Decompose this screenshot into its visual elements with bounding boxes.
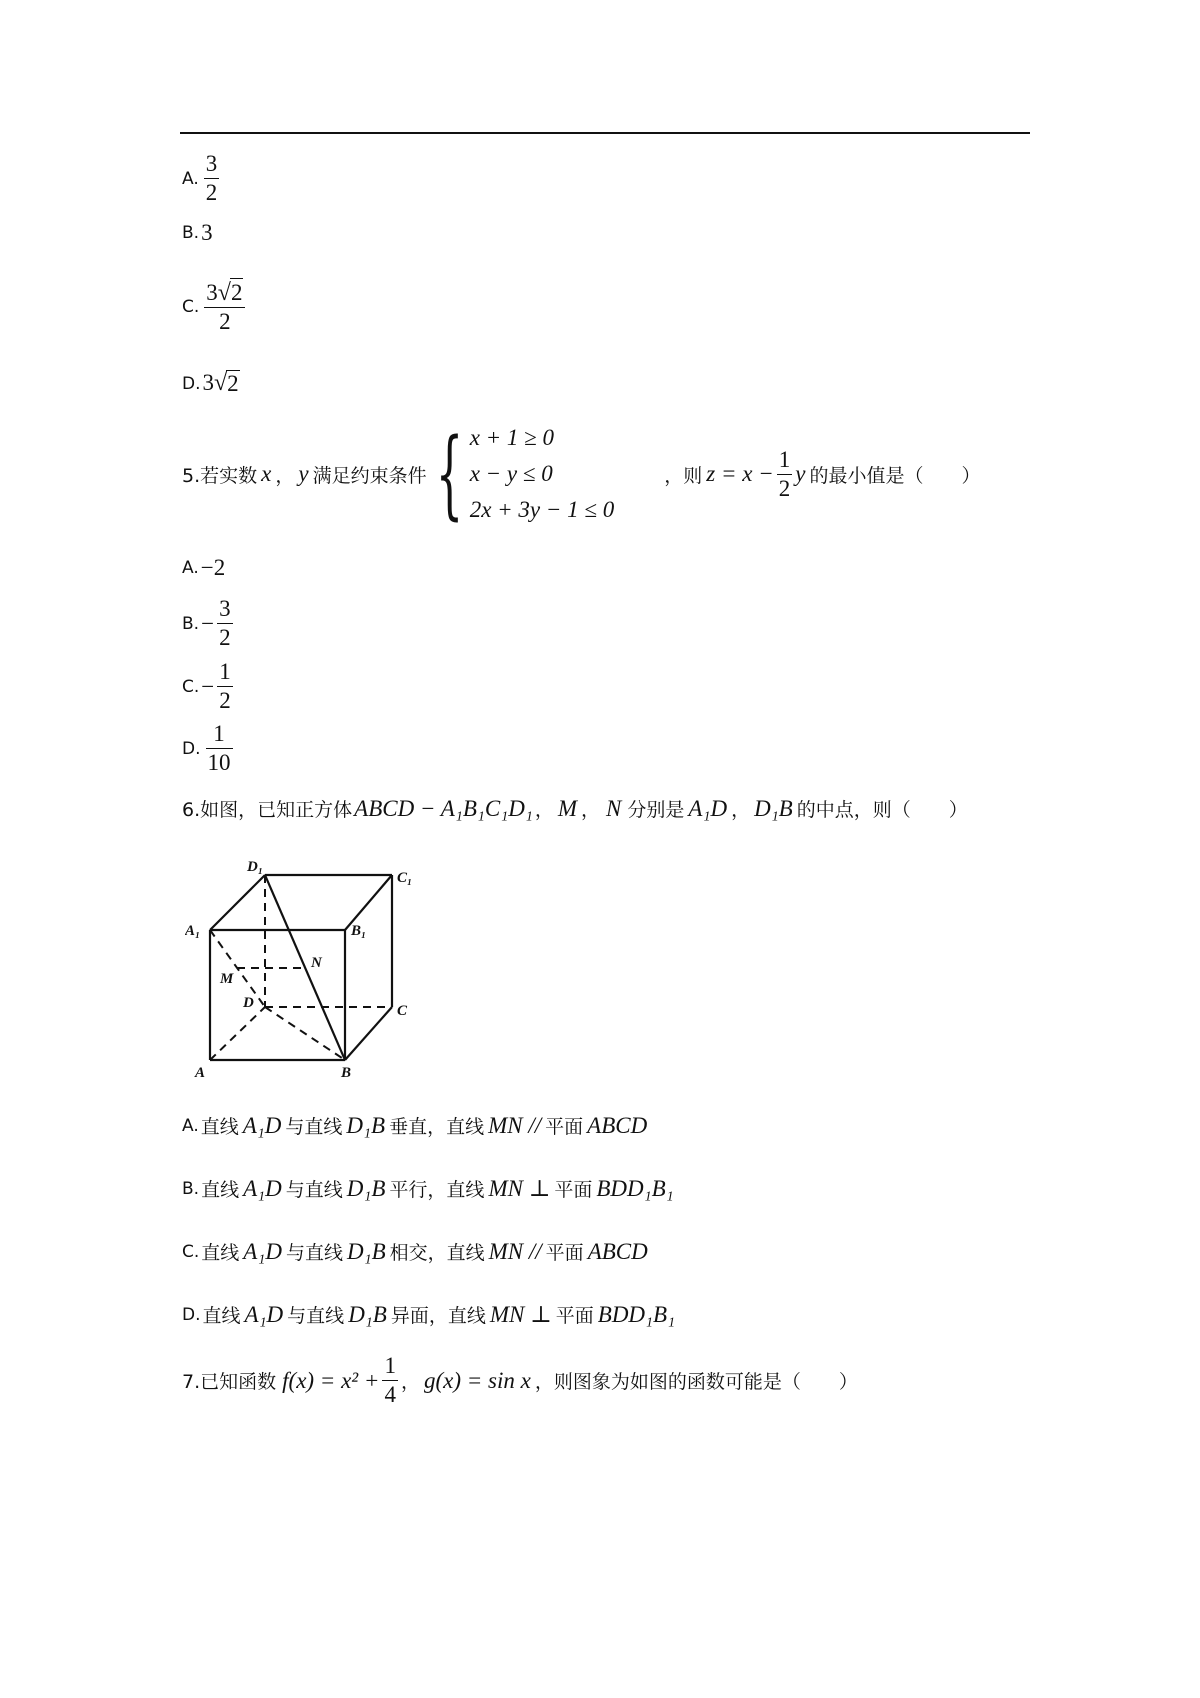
label-c: C: [397, 1003, 408, 1019]
edge-ad: [210, 1007, 265, 1060]
label-a: A: [195, 1065, 206, 1080]
fraction: $\frac{3}{2}$: [205, 151, 218, 205]
label-n: N: [311, 955, 322, 971]
edge-b1c1: [345, 875, 392, 930]
edge-bc: [345, 1007, 392, 1060]
label-b1: B₁: [351, 923, 367, 939]
q4-option-c[interactable]: C. 3 √ 2 2: [182, 278, 248, 336]
label-d: D: [243, 995, 254, 1011]
diagonal-d1b: [265, 875, 345, 1060]
question-5: 5.若实数 x ， y 满足约束条件 { x + 1 ≥ 0 x − y ≤ 0 2x + 3y − 1 ≤ 0 ，则 z = x − $\frac{1}{2}$ y 的最小值是（ ）: [182, 418, 981, 530]
fraction: 3 √ 2 2: [204, 278, 245, 336]
q4-option-a[interactable]: A. $\frac{3}{2}$: [182, 151, 218, 205]
cube-figure: [185, 855, 425, 1080]
q5-option-c[interactable]: C. − $\frac{1}{2}$: [182, 659, 231, 713]
constraint-system: { x + 1 ≥ 0 x − y ≤ 0 2x + 3y − 1 ≤ 0: [435, 418, 615, 530]
q6-option-d[interactable]: D. 直线 A₁D 与直线 D₁B 异面，直线 MN ⊥ 平面 BDD₁B₁: [182, 1301, 676, 1327]
q4-option-d[interactable]: D. 3 √ 2: [182, 370, 239, 396]
fraction: $\frac{1}{2}$: [219, 659, 231, 713]
edge-a1d1: [210, 875, 265, 930]
label-c1: C₁: [397, 870, 413, 886]
q4-option-b[interactable]: B. 3: [182, 220, 213, 245]
q5-option-a[interactable]: A. −2: [182, 555, 226, 580]
question-7: 7.已知函数 f(x) = x² + $\frac{1}{4}$ ， g(x) = sin x ，则图象为如图的函数可能是（ ）: [182, 1353, 858, 1407]
fraction: $\frac{1}{10}$: [207, 721, 231, 775]
fraction: $\frac{1}{2}$: [778, 446, 791, 501]
q6-option-a[interactable]: A. 直线 A₁D 与直线 D₁B 垂直，直线 MN // 平面 ABCD: [182, 1112, 648, 1138]
label-b: B: [341, 1065, 352, 1080]
q5-option-b[interactable]: B. − $\frac{3}{2}$: [182, 596, 231, 650]
label-d1: D₁: [247, 859, 264, 875]
header-rule: [180, 132, 1030, 134]
q5-option-d[interactable]: D. $\frac{1}{10}$: [182, 721, 231, 775]
fraction: $\frac{3}{2}$: [219, 596, 231, 650]
label-m: M: [220, 971, 234, 987]
label-a1: A₁: [185, 923, 201, 939]
q6-option-c[interactable]: C. 直线 A₁D 与直线 D₁B 相交，直线 MN // 平面 ABCD: [182, 1238, 648, 1264]
q6-option-b[interactable]: B. 直线 A₁D 与直线 D₁B 平行，直线 MN ⊥ 平面 BDD₁B₁: [182, 1175, 674, 1201]
fraction: $\frac{1}{4}$: [384, 1353, 396, 1407]
question-6: 6.如图，已知正方体 ABCD − A₁B₁C₁D₁ ， M ， N 分别是 A₁D ， D₁B 的中点，则（ ）: [182, 795, 968, 821]
